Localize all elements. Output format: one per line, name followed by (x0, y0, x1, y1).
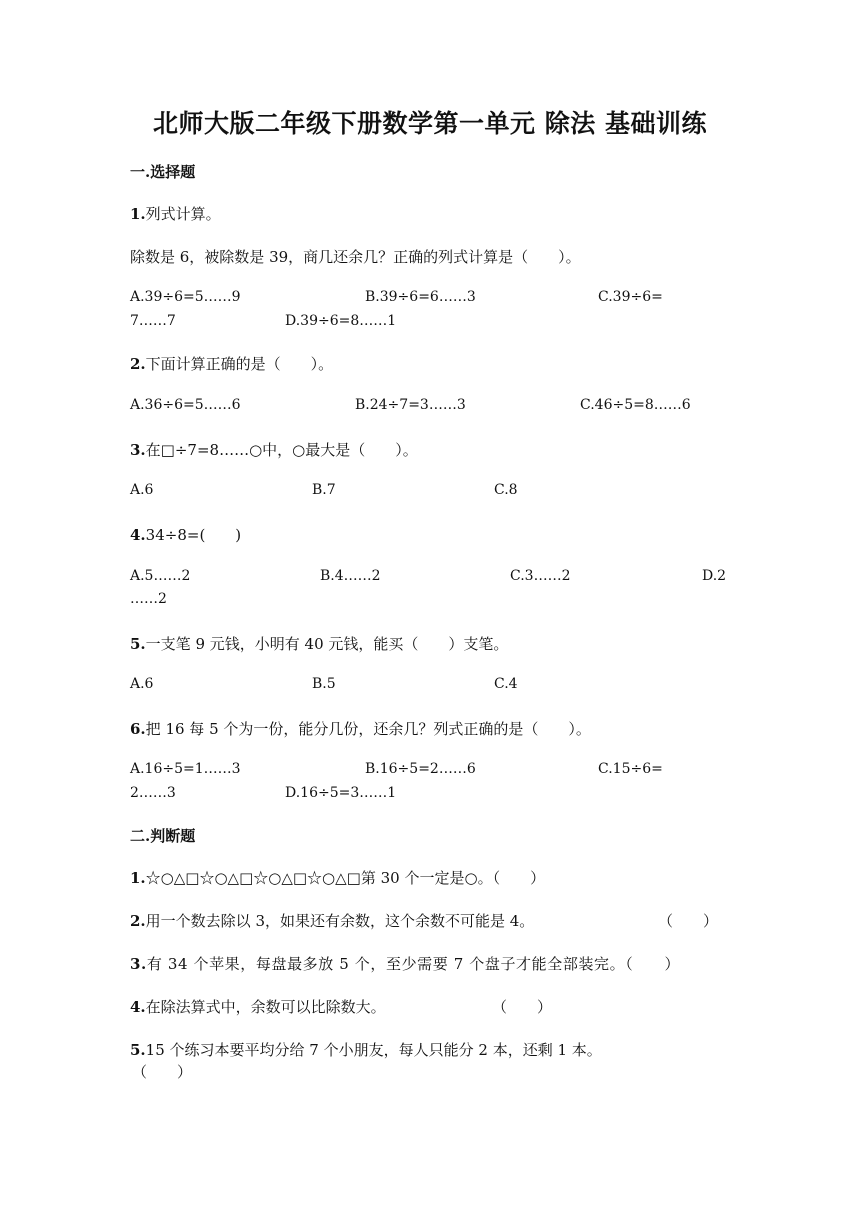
option-a: A.39÷6=5……9 (130, 289, 241, 305)
option-b: B.16÷5=2……6 (365, 761, 476, 777)
question-number: 2. (130, 355, 146, 373)
question-text: 34÷8=( ) (145, 526, 242, 544)
question-text: ☆○△□☆○△□☆○△□☆○△□第 30 个一定是○。（ ） (145, 869, 546, 887)
option-a: A.6 (130, 676, 154, 692)
question-text: 有 34 个苹果，每盘最多放 5 个，至少需要 7 个盘子才能全部装完。（ ） (146, 955, 681, 973)
judgement-question-4 (130, 996, 386, 1017)
option-a: A.6 (130, 482, 154, 498)
question-text: 一支笔 9 元钱，小明有 40 元钱，能买（ ）支笔。 (145, 635, 509, 653)
option-b: B.5 (312, 676, 336, 692)
option-a: A.16÷5=1……3 (130, 761, 241, 777)
option-c-wrap: 2……3 (130, 785, 176, 801)
option-a: A.5……2 (130, 568, 191, 584)
option-b: B.24÷7=3……3 (355, 397, 466, 413)
choice-question-4 (130, 524, 241, 545)
option-c: C.15÷6= (598, 761, 663, 777)
question-text: 在除法算式中，余数可以比除数大。 (145, 998, 386, 1016)
choice-question-5 (130, 633, 508, 654)
question-text: 下面计算正确的是（ ）。 (145, 355, 334, 373)
question-text: 15 个练习本要平均分给 7 个小朋友，每人只能分 2 本，还剩 1 本。 (145, 1041, 602, 1059)
option-c: C.3……2 (510, 568, 571, 584)
choice-question-1 (130, 203, 221, 224)
judgement-question-1 (130, 867, 545, 888)
option-d-wrap: ……2 (130, 591, 167, 607)
option-b: B.4……2 (320, 568, 381, 584)
judgement-question-2 (130, 910, 534, 931)
answer-parentheses: （ ） (658, 912, 719, 930)
option-c: C.8 (494, 482, 518, 498)
question-number: 5. (130, 635, 146, 653)
question-number: 2. (130, 912, 146, 930)
option-c: C.46÷5=8……6 (580, 397, 691, 413)
section-heading-judgement: 二.判断题 (130, 827, 196, 845)
option-b: B.39÷6=6……3 (365, 289, 476, 305)
choice-question-1-detail: 除数是 6，被除数是 39，商几还余几？正确的列式计算是（ ）。 (130, 248, 581, 266)
question-number: 1. (130, 205, 146, 223)
page-title: 北师大版二年级下册数学第一单元 除法 基础训练 (153, 109, 707, 138)
question-number: 3. (130, 441, 146, 459)
option-d: D.16÷5=3……1 (285, 785, 397, 801)
choice-question-6 (130, 718, 591, 739)
question-number: 5. (130, 1041, 146, 1059)
option-d: D.39÷6=8……1 (285, 313, 397, 329)
question-number: 1. (130, 869, 146, 887)
question-text: 列式计算。 (145, 205, 221, 223)
question-number: 3. (130, 955, 147, 973)
choice-question-3 (130, 439, 418, 460)
judgement-question-5 (130, 1039, 602, 1060)
question-number: 4. (130, 526, 146, 544)
option-c-wrap: 7……7 (130, 313, 176, 329)
option-c: C.39÷6= (598, 289, 663, 305)
answer-parentheses: （ ） (492, 998, 553, 1016)
choice-question-2 (130, 353, 333, 374)
section-heading-choice: 一.选择题 (130, 163, 196, 181)
question-number: 6. (130, 720, 146, 738)
option-c: C.4 (494, 676, 518, 692)
question-text: 在□÷7=8……○中，○最大是（ ）。 (145, 441, 418, 459)
option-d: D.2 (702, 568, 727, 584)
question-text: 把 16 每 5 个为一份，能分几份，还余几？列式正确的是（ ）。 (145, 720, 591, 738)
option-a: A.36÷6=5……6 (130, 397, 241, 413)
question-number: 4. (130, 998, 146, 1016)
question-text: 用一个数去除以 3，如果还有余数，这个余数不可能是 4。 (145, 912, 535, 930)
option-b: B.7 (312, 482, 336, 498)
answer-parentheses: （ ） (132, 1063, 193, 1081)
judgement-question-3 (130, 953, 680, 974)
